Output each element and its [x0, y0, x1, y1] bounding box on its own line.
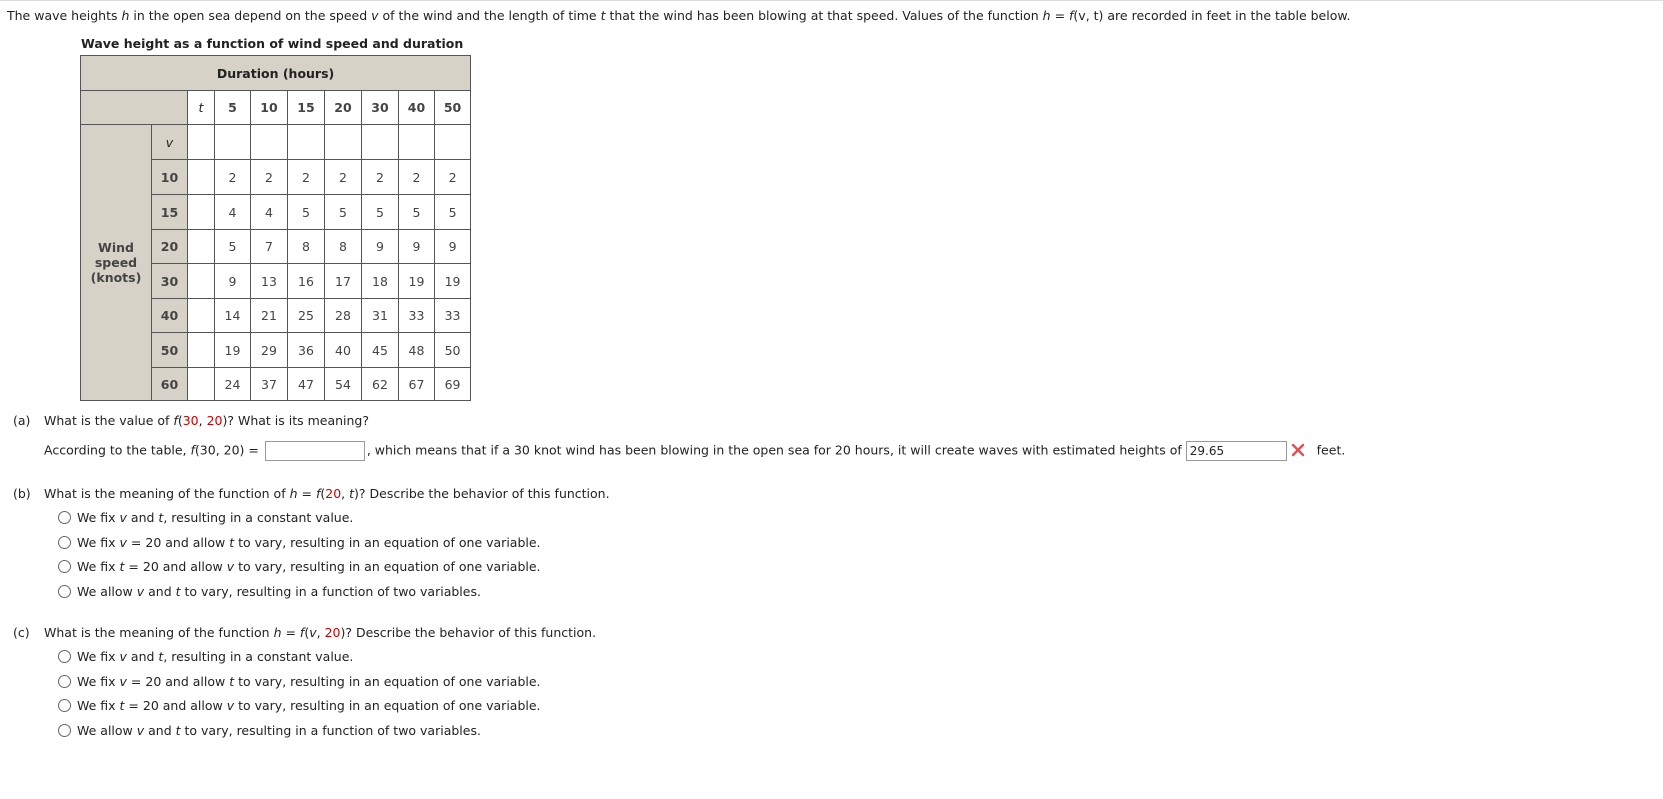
value-cell: 37 [251, 368, 288, 401]
value-cell: 2 [435, 160, 471, 195]
value-cell: 9 [399, 230, 435, 264]
radio-button[interactable] [58, 699, 71, 712]
value-cell: 8 [325, 230, 362, 264]
radio-button[interactable] [58, 536, 71, 549]
duration-cell: 20 [325, 91, 362, 125]
part-b-option[interactable]: We fix v = 20 and allow t to vary, resulting in an equation of one variable. [58, 535, 541, 551]
radio-button[interactable] [58, 511, 71, 524]
value-cell: 2 [215, 160, 251, 195]
value-cell: 4 [251, 195, 288, 230]
value-cell: 36 [288, 333, 325, 368]
value-cell: 8 [288, 230, 325, 264]
value-cell: 9 [435, 230, 471, 264]
value-cell: 5 [435, 195, 471, 230]
f-value-input[interactable] [265, 441, 365, 461]
t-symbol: t [188, 91, 215, 125]
value-cell: 19 [399, 264, 435, 299]
radio-button[interactable] [58, 650, 71, 663]
value-cell: 2 [251, 160, 288, 195]
radio-button[interactable] [58, 560, 71, 573]
part-b-option[interactable]: We allow v and t to vary, resulting in a function of two variables. [58, 584, 481, 600]
wind-speed-label: Wind speed (knots) [81, 125, 152, 401]
value-cell: 28 [325, 299, 362, 333]
value-cell: 13 [251, 264, 288, 299]
radio-button[interactable] [58, 675, 71, 688]
duration-cell: 40 [399, 91, 435, 125]
value-cell: 2 [325, 160, 362, 195]
value-cell: 50 [435, 333, 471, 368]
duration-cell: 15 [288, 91, 325, 125]
value-cell: 21 [251, 299, 288, 333]
wave-height-input[interactable]: 29.65 [1186, 441, 1287, 461]
speed-cell: 10 [152, 160, 188, 195]
speed-cell: 30 [152, 264, 188, 299]
wave-height-table [80, 55, 471, 401]
value-cell: 33 [435, 299, 471, 333]
speed-cell: 20 [152, 230, 188, 264]
value-cell: 5 [399, 195, 435, 230]
part-b-option[interactable]: We fix t = 20 and allow v to vary, resulting in an equation of one variable. [58, 559, 541, 575]
duration-header: Duration (hours) [81, 56, 471, 91]
value-cell: 48 [399, 333, 435, 368]
speed-cell: 40 [152, 299, 188, 333]
speed-cell: 60 [152, 368, 188, 401]
value-cell: 2 [362, 160, 399, 195]
table-caption: Wave height as a function of wind speed and duration [81, 36, 464, 51]
part-a-answer-line: According to the table, f(30, 20) = , which means that if a 30 knot wind has been blowing in the open sea for 20 hours, it will create waves with estimated heights of 29.65 feet. [44, 441, 1345, 461]
value-cell: 19 [215, 333, 251, 368]
value-cell: 54 [325, 368, 362, 401]
value-cell: 67 [399, 368, 435, 401]
top-divider [0, 0, 1663, 1]
value-cell: 7 [251, 230, 288, 264]
part-c-option[interactable]: We fix v and t, resulting in a constant value. [58, 649, 353, 665]
duration-row [81, 91, 471, 125]
part-c-question: (c) What is the meaning of the function h = f(v, 20)? Describe the behavior of this function. [13, 625, 597, 640]
value-cell: 24 [215, 368, 251, 401]
part-c-option[interactable]: We allow v and t to vary, resulting in a function of two variables. [58, 723, 481, 739]
problem-statement: The wave heights h in the open sea depend on the speed v of the wind and the length of time t that the wind has been blowing at that speed. Values of the function h = f(v, t) are recorded in feet in the table below. [7, 8, 1351, 23]
value-cell: 5 [325, 195, 362, 230]
radio-button[interactable] [58, 585, 71, 598]
value-cell: 2 [399, 160, 435, 195]
duration-cell: 10 [251, 91, 288, 125]
duration-cell: 5 [215, 91, 251, 125]
v-symbol-row [81, 125, 471, 160]
value-cell: 33 [399, 299, 435, 333]
value-cell: 18 [362, 264, 399, 299]
value-cell: 9 [362, 230, 399, 264]
value-cell: 9 [215, 264, 251, 299]
value-cell: 14 [215, 299, 251, 333]
value-cell: 62 [362, 368, 399, 401]
value-cell: 19 [435, 264, 471, 299]
value-cell: 2 [288, 160, 325, 195]
speed-cell: 50 [152, 333, 188, 368]
part-a-question: (a) What is the value of f(30, 20)? What is its meaning? [13, 413, 370, 428]
value-cell: 5 [362, 195, 399, 230]
value-cell: 17 [325, 264, 362, 299]
part-c-option[interactable]: We fix v = 20 and allow t to vary, resulting in an equation of one variable. [58, 674, 541, 690]
value-cell: 47 [288, 368, 325, 401]
speed-cell: 15 [152, 195, 188, 230]
duration-cell: 50 [435, 91, 471, 125]
part-c-option[interactable]: We fix t = 20 and allow v to vary, resulting in an equation of one variable. [58, 698, 541, 714]
part-b-question: (b) What is the meaning of the function of h = f(20, t)? Describe the behavior of this function. [13, 486, 610, 501]
value-cell: 40 [325, 333, 362, 368]
x-mark-icon [1291, 443, 1305, 460]
duration-cell: 30 [362, 91, 399, 125]
value-cell: 16 [288, 264, 325, 299]
value-cell: 29 [251, 333, 288, 368]
part-b-option[interactable]: We fix v and t, resulting in a constant value. [58, 510, 353, 526]
value-cell: 45 [362, 333, 399, 368]
value-cell: 4 [215, 195, 251, 230]
value-cell: 25 [288, 299, 325, 333]
value-cell: 69 [435, 368, 471, 401]
value-cell: 5 [288, 195, 325, 230]
radio-button[interactable] [58, 724, 71, 737]
v-symbol: v [152, 125, 188, 160]
value-cell: 31 [362, 299, 399, 333]
value-cell: 5 [215, 230, 251, 264]
